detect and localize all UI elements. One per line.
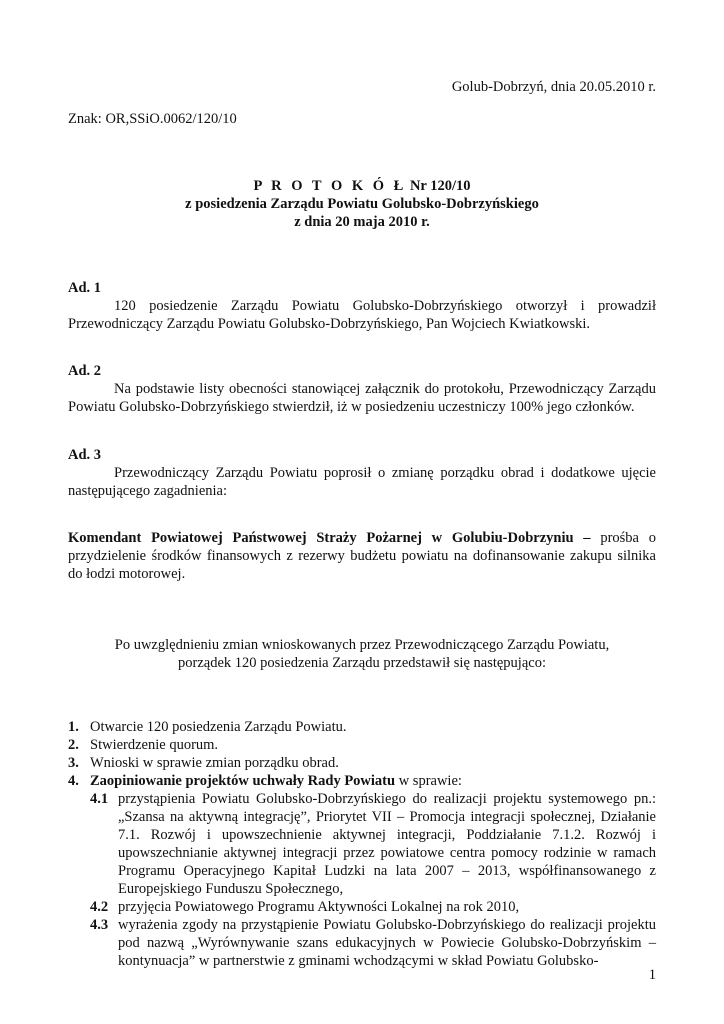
agenda-item-text: Wnioski w sprawie zmian porządku obrad. — [90, 755, 339, 771]
agenda-intro-line-2: porządek 120 posiedzenia Zarządu przedstawił się następująco: — [178, 655, 546, 671]
agenda-item-text — [90, 772, 462, 790]
agenda-item — [68, 736, 656, 754]
section-1-heading: Ad. 1 — [68, 280, 102, 296]
agenda-item-4-subject: Zaopiniowanie projektów uchwały Rady Powiatu — [90, 773, 396, 789]
page-number: 1 — [648, 967, 656, 983]
agenda-intro-line-1: Po uwzględnieniu zmian wnioskowanych przez Przewodniczącego Zarządu Powiatu, — [114, 637, 610, 653]
reference-number: Znak: OR,SSiO.0062/120/10 — [68, 111, 237, 127]
fire-brigade-request — [68, 529, 656, 583]
agenda-list — [68, 718, 656, 970]
agenda-item — [68, 754, 656, 772]
agenda-subitem-number: 4.3 — [90, 917, 109, 933]
section-1-text: 120 posiedzenie Zarządu Powiatu Golubsko-Dobrzyńskiego otworzył i prowadził Przewodniczący Zarządu Powiatu Golubsko-Dobrzyńskiego, Pan Wojciech Kwiatkowski. — [68, 298, 656, 332]
agenda-subitem-text: przystąpienia Powiatu Golubsko-Dobrzyńskiego do realizacji projektu systemowego pn.: „Szansa na aktywną integrację”, Priorytet VII – Promocja integracji społecznej, Działanie 7.1. Rozwój i upowszechnienie aktywnej integracji, Poddziałanie 7.1.2. Rozwój i upowszechnianie aktywnej integracji przez powiatowe centra pomocy rodzinie w ramach Programu Operacyjnego Kapitał Ludzki na lata 2007 – 2013, współfinansowanego z Europejskiego Funduszu Społecznego, — [118, 791, 656, 897]
title-line-2: z posiedzenia Zarządu Powiatu Golubsko-Dobrzyńskiego — [185, 196, 539, 212]
agenda-subitem — [90, 898, 656, 916]
agenda-item — [68, 772, 656, 790]
section-3-heading: Ad. 3 — [68, 447, 102, 463]
title-line-3: z dnia 20 maja 2010 r. — [294, 214, 430, 230]
agenda-item-text: Otwarcie 120 posiedzenia Zarządu Powiatu. — [90, 719, 347, 735]
title-protocol-word: P R O T O K Ó Ł — [253, 178, 407, 194]
agenda-subitem-text: wyrażenia zgody na przystąpienie Powiatu Golubsko-Dobrzyńskiego do realizacji projektu pod nazwą „Wyrównywanie szans edukacyjnych w Powiecie Golubsko-Dobrzyńskim – kontynuacja” w partnerstwie z gminami wchodzącymi w skład Powiatu Golubsko- — [118, 917, 656, 969]
agenda-subitem-number: 4.2 — [90, 899, 109, 915]
agenda-item — [68, 718, 656, 736]
place-and-date: Golub-Dobrzyń, dnia 20.05.2010 r. — [451, 79, 656, 95]
agenda-item-number: 4. — [68, 773, 79, 789]
title-protocol-number: Nr 120/10 — [409, 178, 471, 194]
section-3-text: Przewodniczący Zarządu Powiatu poprosił o zmianę porządku obrad i dodatkowe ujęcie następującego zagadnienia: — [68, 465, 656, 499]
agenda-subitem-text: przyjęcia Powiatowego Programu Aktywności Lokalnej na rok 2010, — [118, 899, 520, 915]
document-title — [68, 177, 656, 231]
section-2-heading: Ad. 2 — [68, 363, 102, 379]
agenda-item-number: 3. — [68, 755, 79, 771]
agenda-subitem — [90, 790, 656, 898]
section-2-text: Na podstawie listy obecności stanowiącej załącznik do protokołu, Przewodniczący Zarządu Powiatu Golubsko-Dobrzyńskiego stwierdził, iż w posiedzeniu uczestniczy 100% jego członków. — [68, 381, 656, 415]
request-description: prośba o przydzielenie środków finansowych z rezerwy budżetu powiatu na dofinansowanie zakupu silnika do łodzi motorowej. — [68, 530, 656, 582]
agenda-item-number: 1. — [68, 719, 79, 735]
agenda-item-text: Stwierdzenie quorum. — [90, 737, 219, 753]
agenda-subitem-number: 4.1 — [90, 791, 109, 807]
agenda-item-4-rest: w sprawie: — [395, 773, 462, 789]
title-line-1 — [68, 177, 656, 195]
request-subject: Komendant Powiatowej Państwowej Straży Pożarnej w Golubiu-Dobrzyniu – — [68, 530, 591, 546]
agenda-intro — [68, 636, 656, 672]
agenda-item-number: 2. — [68, 737, 79, 753]
agenda-subitem — [90, 916, 656, 970]
